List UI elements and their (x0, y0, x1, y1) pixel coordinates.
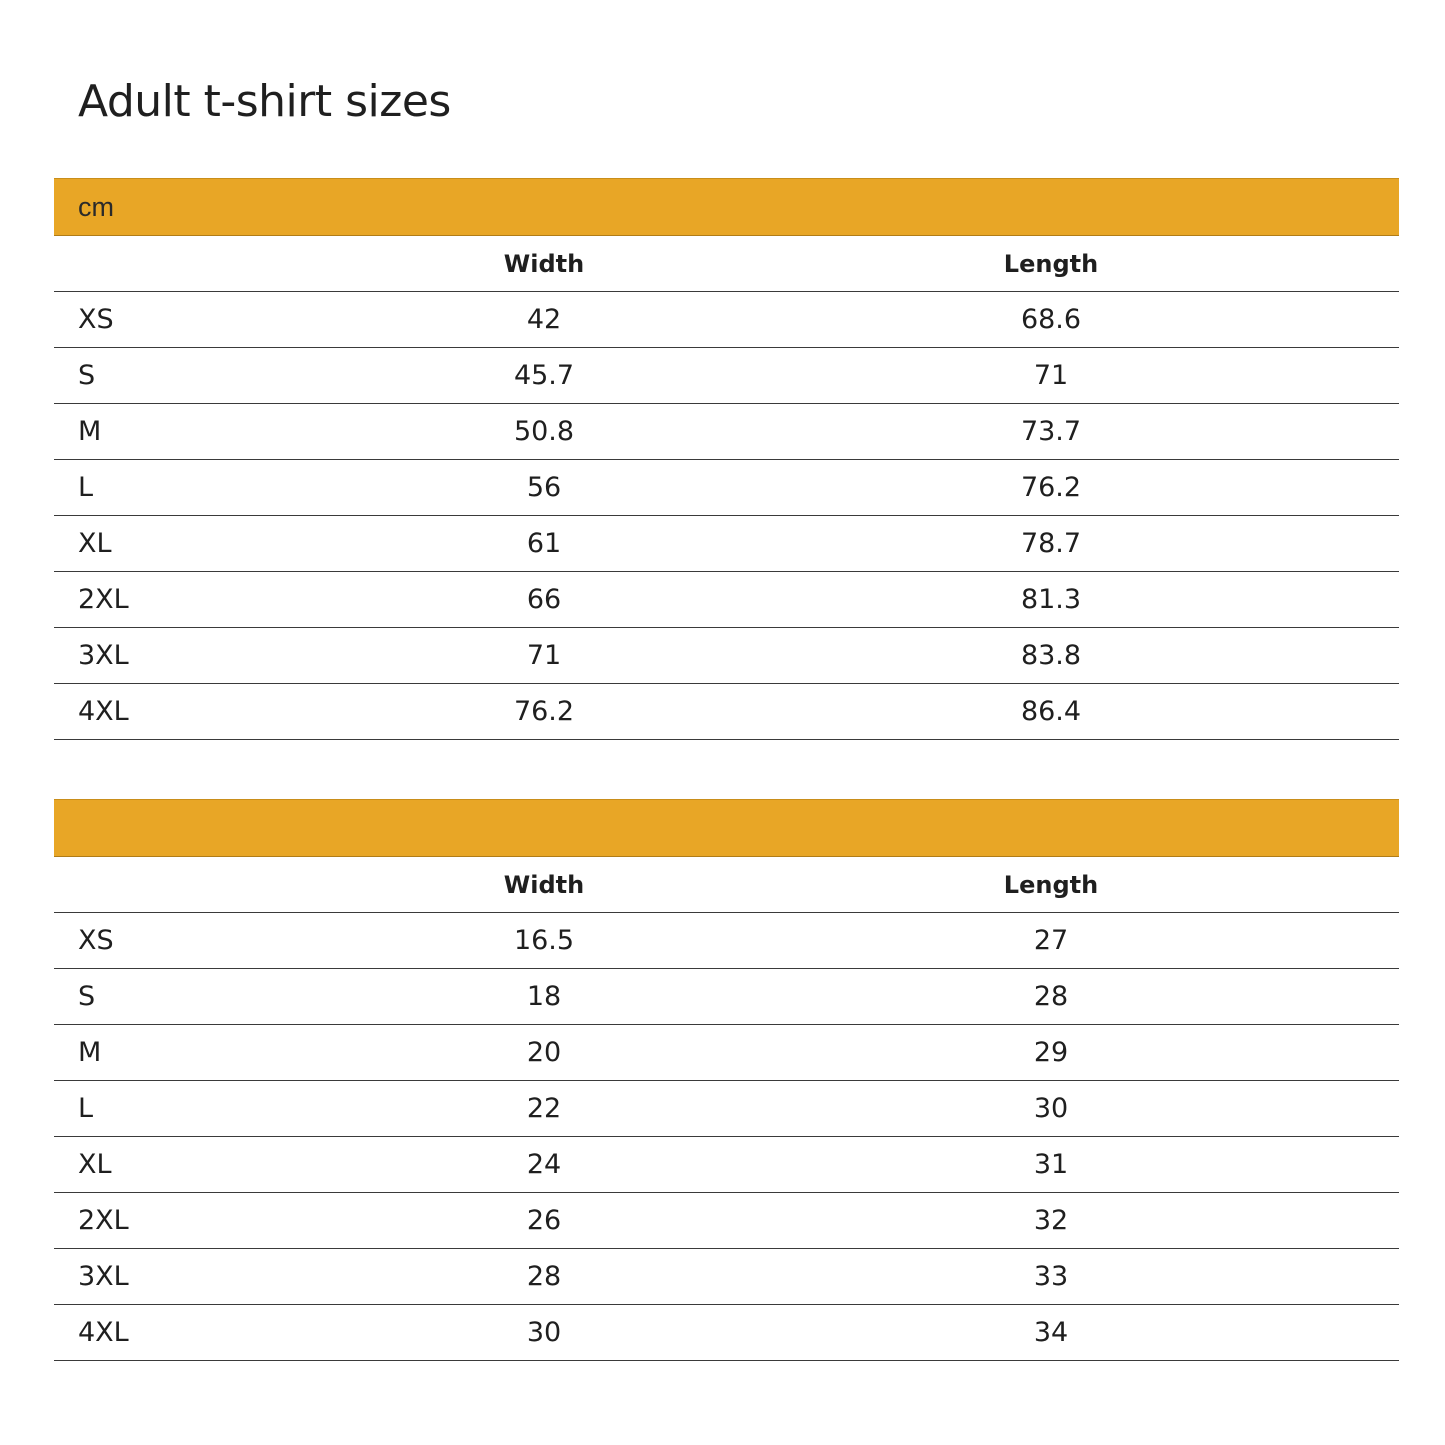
page-title: Adult t-shirt sizes (78, 76, 451, 127)
width-cell: 61 (290, 516, 798, 572)
table-row (54, 516, 1399, 572)
table-row (54, 1137, 1399, 1193)
table-row (54, 1081, 1399, 1137)
size-cell: 2XL (54, 1193, 290, 1249)
length-cell: 71 (798, 348, 1304, 404)
row-spacer (1304, 348, 1399, 404)
table-row (54, 628, 1399, 684)
width-cell: 20 (290, 1025, 798, 1081)
unit-header-row (54, 179, 1399, 236)
size-cell: M (54, 1025, 290, 1081)
width-cell: 42 (290, 292, 798, 348)
size-cell: 2XL (54, 572, 290, 628)
table-row (54, 913, 1399, 969)
unit-header-row (54, 800, 1399, 857)
size-cell: L (54, 1081, 290, 1137)
row-spacer (1304, 292, 1399, 348)
size-cell: 4XL (54, 684, 290, 740)
row-spacer (1304, 1193, 1399, 1249)
table-row (54, 1193, 1399, 1249)
row-spacer (1304, 684, 1399, 740)
length-cell: 86.4 (798, 684, 1304, 740)
unit-label (54, 800, 1399, 857)
width-cell: 28 (290, 1249, 798, 1305)
column-header-spacer (1304, 236, 1399, 292)
column-header-row (54, 236, 1399, 292)
width-cell: 45.7 (290, 348, 798, 404)
table-row (54, 460, 1399, 516)
row-spacer (1304, 1081, 1399, 1137)
table-row (54, 292, 1399, 348)
size-cell: 3XL (54, 1249, 290, 1305)
width-cell: 30 (290, 1305, 798, 1361)
column-header-size (54, 236, 290, 292)
row-spacer (1304, 1025, 1399, 1081)
row-spacer (1304, 572, 1399, 628)
width-cell: 24 (290, 1137, 798, 1193)
length-cell: 78.7 (798, 516, 1304, 572)
size-cell: 3XL (54, 628, 290, 684)
length-cell: 83.8 (798, 628, 1304, 684)
width-cell: 71 (290, 628, 798, 684)
column-header-size (54, 857, 290, 913)
table-row (54, 969, 1399, 1025)
size-table-cm (54, 178, 1399, 740)
column-header-row (54, 857, 1399, 913)
length-cell: 31 (798, 1137, 1304, 1193)
size-cell: 4XL (54, 1305, 290, 1361)
length-cell: 76.2 (798, 460, 1304, 516)
width-cell: 76.2 (290, 684, 798, 740)
row-spacer (1304, 1249, 1399, 1305)
size-cell: XS (54, 913, 290, 969)
table-row (54, 404, 1399, 460)
table-row (54, 1249, 1399, 1305)
length-cell: 68.6 (798, 292, 1304, 348)
size-cell: XS (54, 292, 290, 348)
table-row (54, 1305, 1399, 1361)
width-cell: 22 (290, 1081, 798, 1137)
length-cell: 81.3 (798, 572, 1304, 628)
width-cell: 18 (290, 969, 798, 1025)
column-header-width: Width (290, 236, 798, 292)
size-cell: S (54, 969, 290, 1025)
row-spacer (1304, 969, 1399, 1025)
length-cell: 27 (798, 913, 1304, 969)
column-header-length: Length (798, 857, 1304, 913)
width-cell: 66 (290, 572, 798, 628)
width-cell: 16.5 (290, 913, 798, 969)
table-row (54, 684, 1399, 740)
column-header-width: Width (290, 857, 798, 913)
length-cell: 28 (798, 969, 1304, 1025)
column-header-length: Length (798, 236, 1304, 292)
size-cell: M (54, 404, 290, 460)
length-cell: 29 (798, 1025, 1304, 1081)
width-cell: 26 (290, 1193, 798, 1249)
length-cell: 73.7 (798, 404, 1304, 460)
size-cell: XL (54, 1137, 290, 1193)
length-cell: 34 (798, 1305, 1304, 1361)
row-spacer (1304, 404, 1399, 460)
row-spacer (1304, 913, 1399, 969)
size-cell: L (54, 460, 290, 516)
table-row (54, 572, 1399, 628)
row-spacer (1304, 1137, 1399, 1193)
row-spacer (1304, 1305, 1399, 1361)
length-cell: 30 (798, 1081, 1304, 1137)
size-table-secondary (54, 799, 1399, 1361)
unit-label: cm (54, 179, 1399, 236)
width-cell: 56 (290, 460, 798, 516)
width-cell: 50.8 (290, 404, 798, 460)
table-row (54, 1025, 1399, 1081)
size-cell: S (54, 348, 290, 404)
row-spacer (1304, 628, 1399, 684)
column-header-spacer (1304, 857, 1399, 913)
length-cell: 32 (798, 1193, 1304, 1249)
table-row (54, 348, 1399, 404)
length-cell: 33 (798, 1249, 1304, 1305)
row-spacer (1304, 516, 1399, 572)
row-spacer (1304, 460, 1399, 516)
size-cell: XL (54, 516, 290, 572)
